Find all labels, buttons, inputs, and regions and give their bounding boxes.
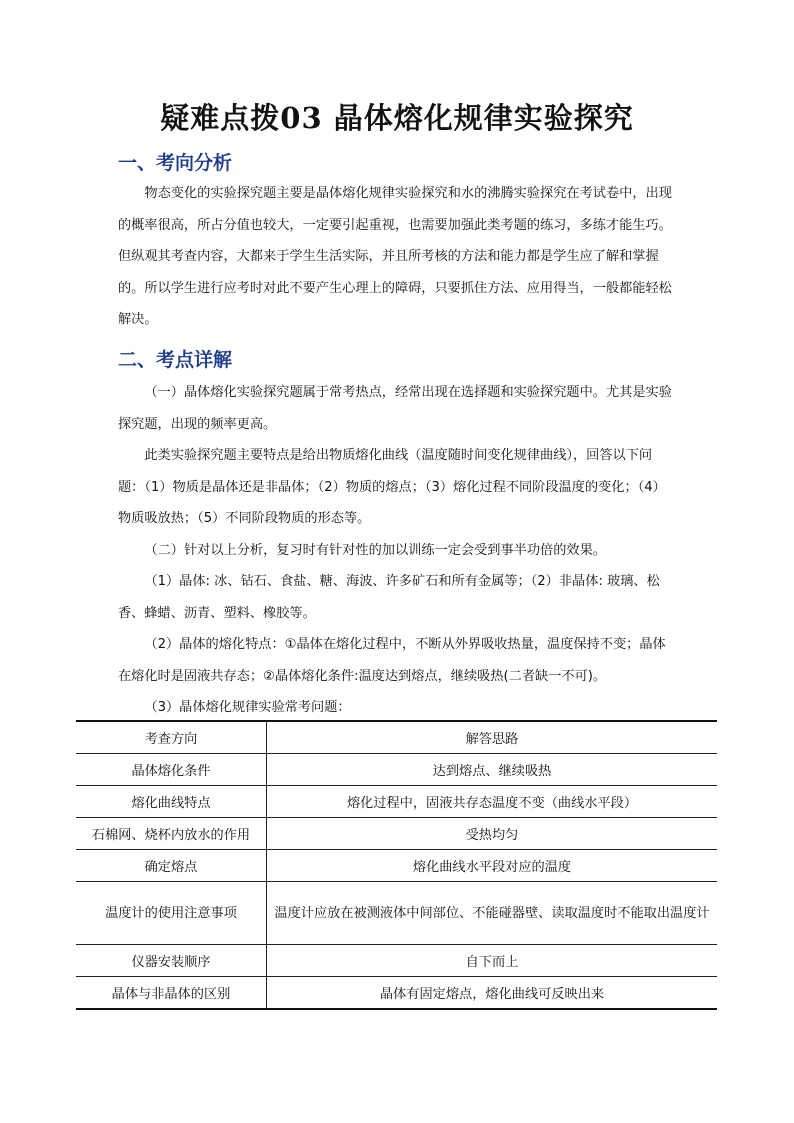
details-paragraph-3: （二）针对以上分析，复习时有针对性的加以训练一定会受到事半功倍的效果。 xyxy=(144,542,606,558)
details-paragraph-5: （2）晶体的熔化特点：①晶体在熔化过程中，不断从外界吸收热量，温度保持不变；晶体在熔化时是固液共存态；②晶体熔化条件:温度达到熔点，继续吸热(二者缺一不可)。 xyxy=(118,637,666,684)
table-row xyxy=(76,754,717,786)
table-row xyxy=(76,945,717,977)
details-text xyxy=(118,377,678,724)
details-paragraph-1: （一）晶体熔化实验探究题属于常考热点，经常出现在选择题和实验探究题中。尤其是实验探究题，出现的频率更高。 xyxy=(118,385,672,432)
table-cell: 晶体有固定熔点，熔化曲线可反映出来 xyxy=(267,977,718,1010)
page-title: 疑难点拨03 晶体熔化规律实验探究 xyxy=(160,101,634,135)
table-row xyxy=(76,850,717,882)
table-cell: 温度计应放在被测液体中间部位、不能碰器壁、读取温度时不能取出温度计 xyxy=(267,882,718,945)
table-header-cell: 解答思路 xyxy=(267,721,718,754)
table-cell: 达到熔点、继续吸热 xyxy=(267,754,718,786)
table-cell: 晶体熔化条件 xyxy=(76,754,267,786)
table-header-row xyxy=(76,721,717,754)
details-paragraph-4: （1）晶体: 冰、钻石、食盐、糖、海波、许多矿石和所有金属等；（2）非晶体: 玻璃、松香、蜂蜡、沥青、塑料、橡胶等。 xyxy=(118,574,660,621)
table-row xyxy=(76,882,717,945)
table-cell: 温度计的使用注意事项 xyxy=(76,882,267,945)
table-row xyxy=(76,818,717,850)
table-cell: 仪器安装顺序 xyxy=(76,945,267,977)
table-row xyxy=(76,977,717,1010)
table-cell: 石棉网、烧杯内放水的作用 xyxy=(76,818,267,850)
table-cell: 确定熔点 xyxy=(76,850,267,882)
section-heading-details: 二、考点详解 xyxy=(118,349,233,371)
analysis-text xyxy=(118,178,678,336)
table-cell: 熔化曲线特点 xyxy=(76,786,267,818)
details-paragraph-2: 此类实验探究题主要特点是给出物质熔化曲线（温度随时间变化规律曲线），回答以下问题：（1）物质是晶体还是非晶体；（2）物质的熔点；（3）熔化过程不同阶段温度的变化；（4）物质吸放热；（5）不同阶段物质的形态等。 xyxy=(118,448,666,526)
table-cell: 晶体与非晶体的区别 xyxy=(76,977,267,1010)
exam-points-table xyxy=(76,720,717,1010)
table-cell: 受热均匀 xyxy=(267,818,718,850)
table-cell: 自下而上 xyxy=(267,945,718,977)
table-cell: 熔化过程中，固液共存态温度不变（曲线水平段） xyxy=(267,786,718,818)
details-paragraph-6: （3）晶体熔化规律实验常考问题： xyxy=(144,700,351,715)
table-cell: 熔化曲线水平段对应的温度 xyxy=(267,850,718,882)
section-heading-analysis: 一、考向分析 xyxy=(118,152,233,174)
table-header-cell: 考查方向 xyxy=(76,721,267,754)
analysis-paragraph: 物态变化的实验探究题主要是晶体熔化规律实验探究和水的沸腾实验探究在考试卷中，出现的概率很高，所占分值也较大，一定要引起重视，也需要加强此类考题的练习，多练才能生巧。但纵观其考查内容，大都来于学生生活实际，并且所考核的方法和能力都是学生应了解和掌握的。所以学生进行应考时对此不要产生心理上的障碍，只要抓住方法、应用得当，一般都能轻松解决。 xyxy=(118,186,672,327)
table-row xyxy=(76,786,717,818)
